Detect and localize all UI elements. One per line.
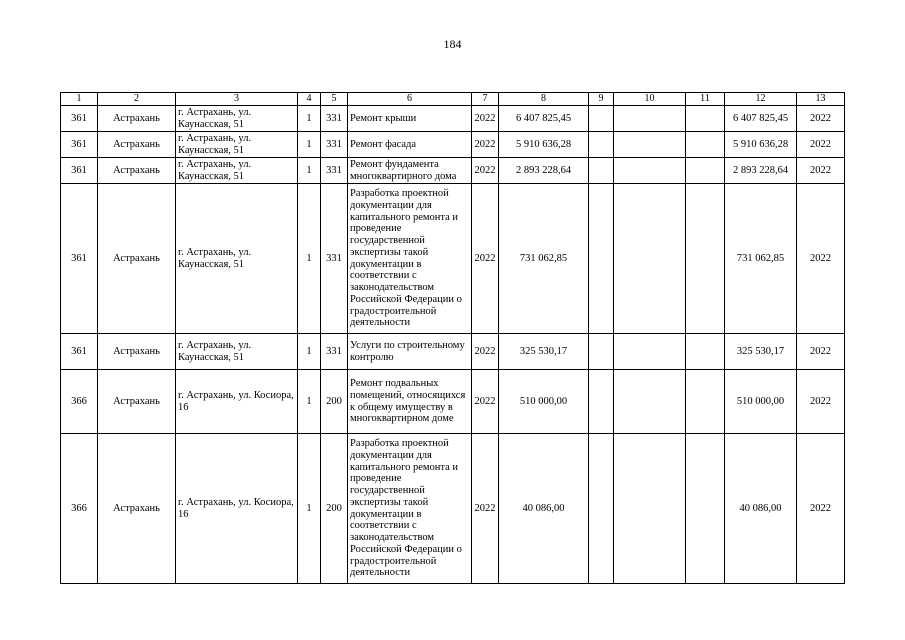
cell-col10 — [614, 158, 686, 184]
cell-year-end: 2022 — [797, 184, 845, 334]
column-header: 11 — [686, 93, 725, 106]
cell-city: Астрахань — [98, 434, 176, 584]
cell-col9 — [589, 370, 614, 434]
page-number: 184 — [443, 37, 462, 51]
cell-total: 5 910 636,28 — [725, 132, 797, 158]
column-header: 8 — [499, 93, 589, 106]
column-header: 6 — [348, 93, 472, 106]
cell-col10 — [614, 370, 686, 434]
cell-col4: 1 — [298, 370, 321, 434]
table-row — [61, 370, 845, 434]
cell-year: 2022 — [472, 434, 499, 584]
column-header: 5 — [321, 93, 348, 106]
cell-id: 361 — [61, 158, 98, 184]
cell-city: Астрахань — [98, 132, 176, 158]
cell-id: 366 — [61, 370, 98, 434]
cell-city: Астрахань — [98, 184, 176, 334]
cell-col9 — [589, 434, 614, 584]
cell-col9 — [589, 106, 614, 132]
column-header: 12 — [725, 93, 797, 106]
cell-col9 — [589, 334, 614, 370]
cell-col5: 331 — [321, 132, 348, 158]
repair-table — [60, 92, 845, 584]
cell-address: г. Астрахань, ул. Каунасская, 51 — [176, 158, 298, 184]
cell-col11 — [686, 158, 725, 184]
cell-amount: 510 000,00 — [499, 370, 589, 434]
column-header: 1 — [61, 93, 98, 106]
column-header: 9 — [589, 93, 614, 106]
cell-col10 — [614, 334, 686, 370]
cell-year-end: 2022 — [797, 334, 845, 370]
cell-col4: 1 — [298, 184, 321, 334]
column-header: 10 — [614, 93, 686, 106]
cell-col11 — [686, 334, 725, 370]
table-row — [61, 158, 845, 184]
cell-id: 361 — [61, 132, 98, 158]
cell-col10 — [614, 132, 686, 158]
cell-col10 — [614, 434, 686, 584]
cell-col9 — [589, 184, 614, 334]
cell-work: Ремонт фасада — [348, 132, 472, 158]
cell-year: 2022 — [472, 132, 499, 158]
cell-amount: 731 062,85 — [499, 184, 589, 334]
cell-col5: 331 — [321, 334, 348, 370]
cell-amount: 5 910 636,28 — [499, 132, 589, 158]
cell-amount: 2 893 228,64 — [499, 158, 589, 184]
cell-work: Ремонт крыши — [348, 106, 472, 132]
cell-work: Услуги по строительному контролю — [348, 334, 472, 370]
cell-year: 2022 — [472, 158, 499, 184]
cell-col5: 331 — [321, 158, 348, 184]
table-body — [61, 93, 845, 584]
table-row — [61, 106, 845, 132]
cell-col11 — [686, 370, 725, 434]
header-row — [61, 93, 845, 106]
cell-year-end: 2022 — [797, 132, 845, 158]
table-row — [61, 434, 845, 584]
cell-year-end: 2022 — [797, 106, 845, 132]
cell-year: 2022 — [472, 370, 499, 434]
cell-id: 366 — [61, 434, 98, 584]
cell-city: Астрахань — [98, 158, 176, 184]
cell-col10 — [614, 106, 686, 132]
cell-address: г. Астрахань, ул. Каунасская, 51 — [176, 334, 298, 370]
cell-work: Ремонт фундамента многоквартирного дома — [348, 158, 472, 184]
cell-total: 6 407 825,45 — [725, 106, 797, 132]
cell-work: Разработка проектной документации для капитального ремонта и проведение государственной экспертизы такой документации в соответствии с законодательством Российской Федерации о градостроительной деятельности — [348, 434, 472, 584]
cell-col5: 200 — [321, 370, 348, 434]
cell-total: 40 086,00 — [725, 434, 797, 584]
cell-year: 2022 — [472, 334, 499, 370]
cell-col5: 331 — [321, 106, 348, 132]
cell-col10 — [614, 184, 686, 334]
cell-col5: 200 — [321, 434, 348, 584]
cell-col4: 1 — [298, 106, 321, 132]
cell-col11 — [686, 434, 725, 584]
cell-id: 361 — [61, 106, 98, 132]
cell-amount: 6 407 825,45 — [499, 106, 589, 132]
cell-city: Астрахань — [98, 334, 176, 370]
cell-col4: 1 — [298, 132, 321, 158]
table-row — [61, 334, 845, 370]
column-header: 3 — [176, 93, 298, 106]
cell-address: г. Астрахань, ул. Косиора, 16 — [176, 370, 298, 434]
table-row — [61, 184, 845, 334]
cell-year-end: 2022 — [797, 434, 845, 584]
cell-id: 361 — [61, 334, 98, 370]
column-header: 7 — [472, 93, 499, 106]
cell-col11 — [686, 106, 725, 132]
cell-work: Разработка проектной документации для капитального ремонта и проведение государственной экспертизы такой документации в соответствии с законодательством Российской Федерации о градостроительной деятельности — [348, 184, 472, 334]
cell-col5: 331 — [321, 184, 348, 334]
cell-col9 — [589, 132, 614, 158]
column-header: 4 — [298, 93, 321, 106]
cell-total: 2 893 228,64 — [725, 158, 797, 184]
cell-year-end: 2022 — [797, 370, 845, 434]
cell-col4: 1 — [298, 434, 321, 584]
cell-col11 — [686, 132, 725, 158]
cell-year: 2022 — [472, 184, 499, 334]
cell-amount: 40 086,00 — [499, 434, 589, 584]
cell-col9 — [589, 158, 614, 184]
cell-year: 2022 — [472, 106, 499, 132]
cell-total: 731 062,85 — [725, 184, 797, 334]
cell-address: г. Астрахань, ул. Каунасская, 51 — [176, 132, 298, 158]
cell-city: Астрахань — [98, 370, 176, 434]
cell-work: Ремонт подвальных помещений, относящихся к общему имуществу в многоквартирном доме — [348, 370, 472, 434]
cell-year-end: 2022 — [797, 158, 845, 184]
cell-col4: 1 — [298, 334, 321, 370]
cell-address: г. Астрахань, ул. Косиора, 16 — [176, 434, 298, 584]
cell-amount: 325 530,17 — [499, 334, 589, 370]
column-header: 2 — [98, 93, 176, 106]
column-header: 13 — [797, 93, 845, 106]
cell-address: г. Астрахань, ул. Каунасская, 51 — [176, 184, 298, 334]
cell-id: 361 — [61, 184, 98, 334]
cell-total: 510 000,00 — [725, 370, 797, 434]
table-row — [61, 132, 845, 158]
cell-col11 — [686, 184, 725, 334]
cell-total: 325 530,17 — [725, 334, 797, 370]
cell-col4: 1 — [298, 158, 321, 184]
cell-city: Астрахань — [98, 106, 176, 132]
cell-address: г. Астрахань, ул. Каунасская, 51 — [176, 106, 298, 132]
